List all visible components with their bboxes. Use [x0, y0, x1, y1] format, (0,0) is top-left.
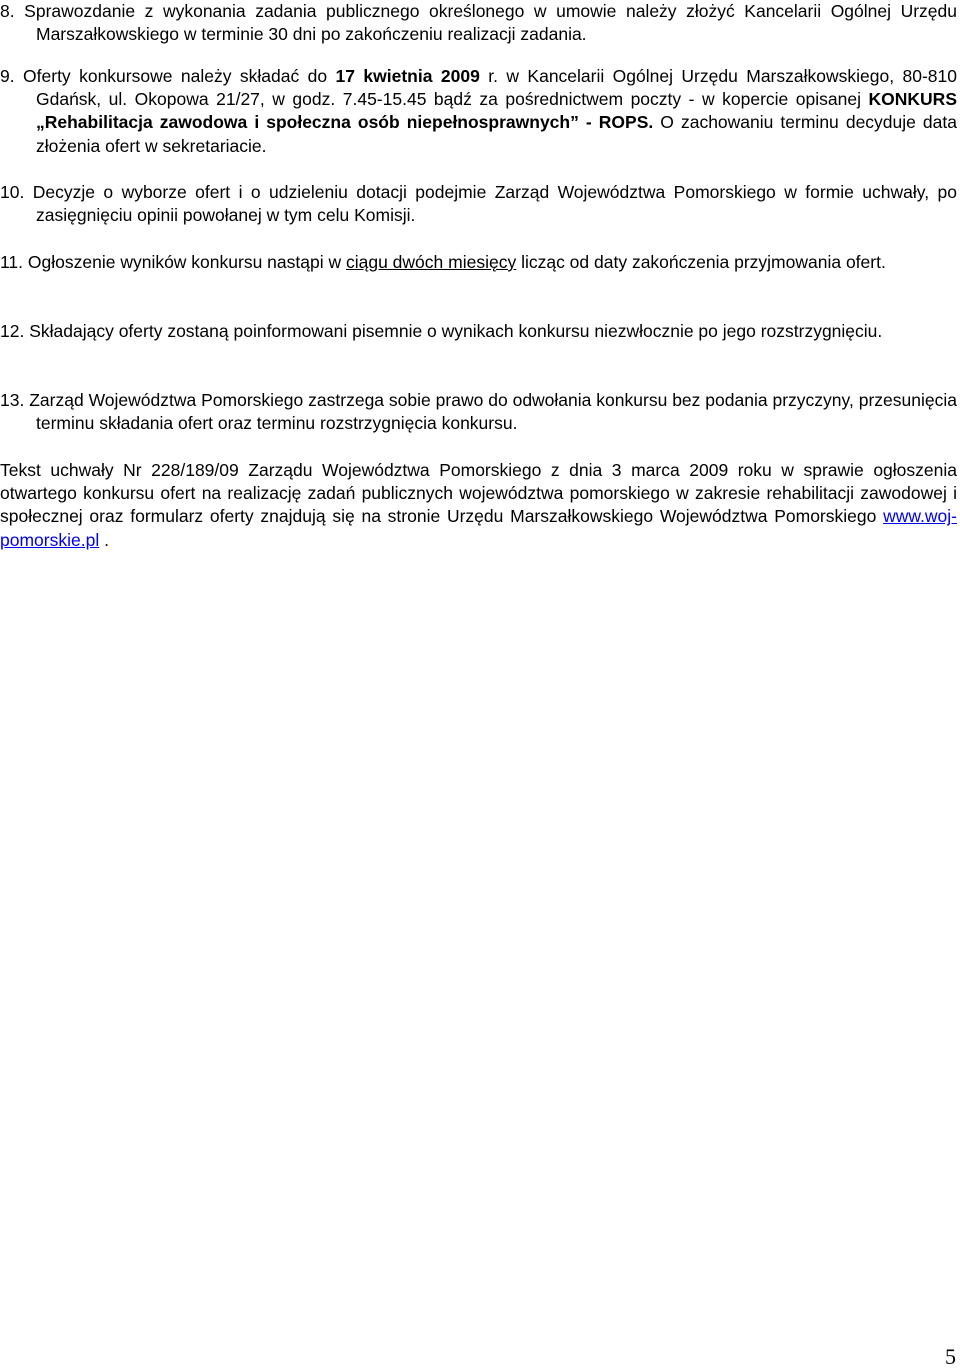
item-text: Ogłoszenie wyników konkursu nastąpi w — [27, 252, 346, 272]
list-item-10 — [0, 181, 957, 227]
item-text: Składający oferty zostaną poinformowani pisemnie o wynikach konkursu niezwłocznie po jego rozstrzygnięciu. — [29, 321, 883, 341]
item-number: 13. — [0, 390, 25, 410]
list-item-13 — [0, 389, 957, 435]
closing-text: Tekst uchwały Nr 228/189/09 Zarządu Województwa Pomorskiego z dnia 3 marca 2009 roku w sprawie ogłoszenia otwartego konkursu ofert na realizację zadań publicznych województwa pomorskiego w zakresie rehabilitacji zawodowej i społecznej oraz formularz oferty znajdują się na stronie Urzędu Marszałkowskiego Województwa Pomorskiego — [0, 460, 957, 527]
envelope-label: KONKURS „Rehabilitacja zawodowa i społeczna osób niepełnosprawnych” - ROPS. — [36, 89, 957, 133]
list-item-11 — [0, 251, 957, 274]
item-text: Zarząd Województwa Pomorskiego zastrzega sobie prawo do odwołania konkursu bez podania przyczyny, przesunięcia terminu składania ofert oraz terminu rozstrzygnięcia konkursu. — [29, 390, 957, 434]
item-text: r. w Kancelarii Ogólnej Urzędu Marszałkowskiego, 80-810 Gdańsk, ul. Okopowa 21/27, w godz. 7.45-15.45 bądź za pośrednictwem poczty - w kopercie opisanej — [36, 66, 957, 110]
item-number: 12. — [0, 321, 25, 341]
deadline-date: 17 kwietnia 2009 — [335, 66, 480, 86]
list-item-8 — [0, 0, 957, 46]
item-text: licząc od daty zakończenia przyjmowania ofert. — [516, 252, 886, 272]
item-text: Oferty konkursowe należy składać do — [23, 66, 336, 86]
item-number: 9. — [0, 66, 15, 86]
underlined-period: ciągu dwóch miesięcy — [345, 252, 517, 272]
closing-tail: . — [99, 529, 109, 550]
list-item-12 — [0, 320, 957, 343]
closing-paragraph — [0, 459, 957, 552]
item-text: Sprawozdanie z wykonania zadania publicznego określonego w umowie należy złożyć Kancelarii Ogólnej Urzędu Marszałkowskiego w terminie 30 dni po zakończeniu realizacji zadania. — [24, 1, 957, 45]
page-number: 5 — [945, 1344, 956, 1369]
list-item-9 — [0, 65, 957, 158]
item-number: 11. — [0, 252, 24, 272]
item-number: 8. — [0, 1, 15, 21]
item-text: Decyzje o wyborze ofert i o udzieleniu dotacji podejmie Zarząd Województwa Pomorskiego w formie uchwały, po zasięgnięciu opinii powołanej w tym celu Komisji. — [32, 182, 957, 226]
website-link[interactable]: www.woj-pomorskie.pl — [0, 506, 957, 550]
item-number: 10. — [0, 182, 25, 202]
item-text: O zachowaniu terminu decyduje data złożenia ofert w sekretariacie. — [36, 112, 957, 156]
